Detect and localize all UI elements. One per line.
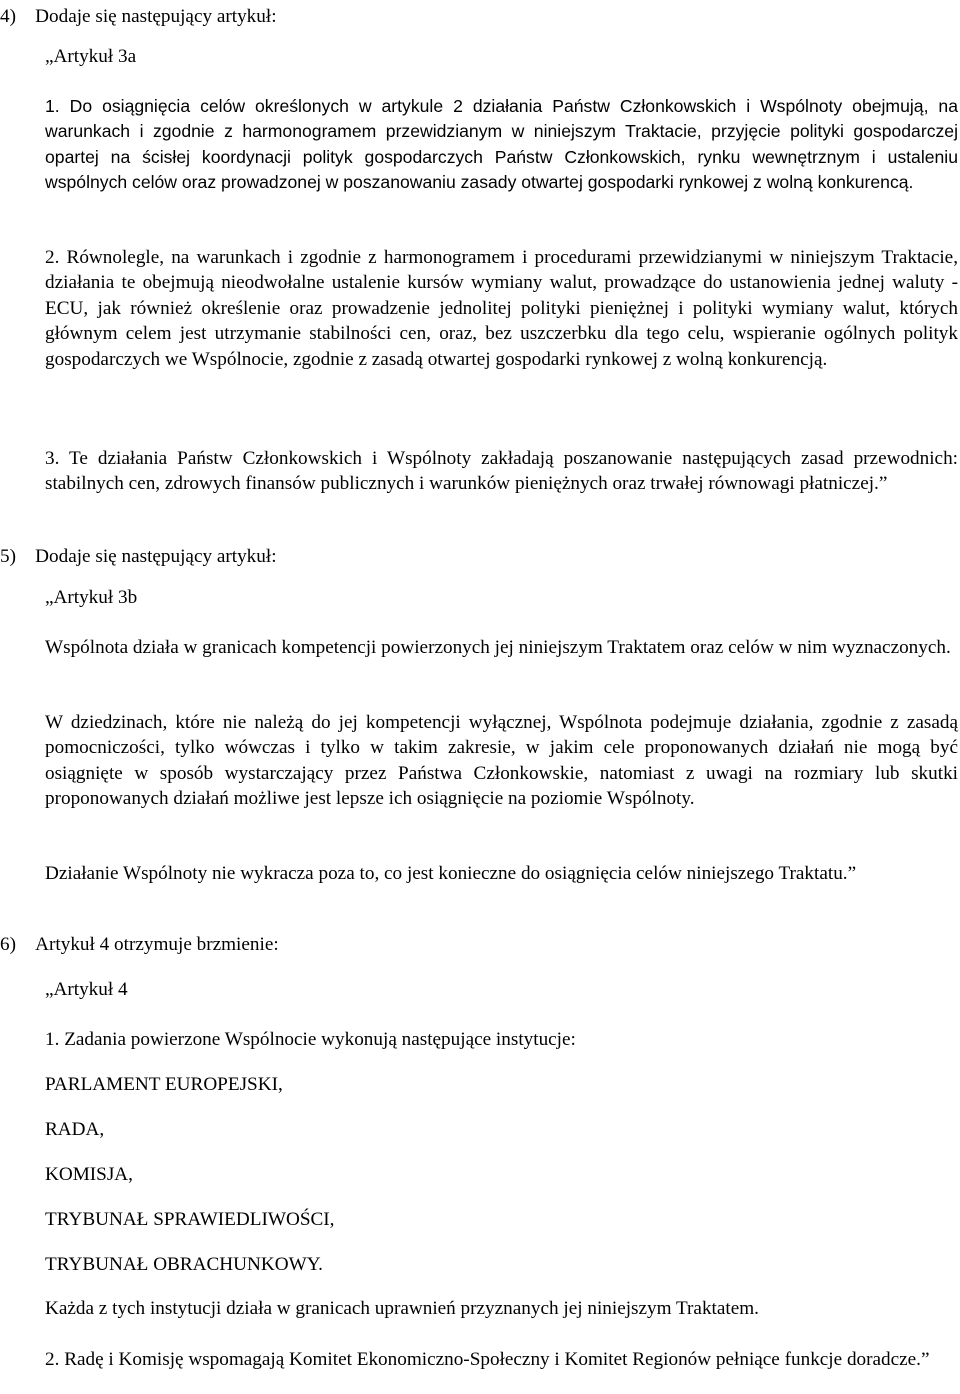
institution-parliament: PARLAMENT EUROPEJSKI, [45,1074,283,1095]
article-4-title: „Artykuł 4 [45,979,128,1000]
item-5-heading: 5) Dodaje się następujący artykuł: [0,546,277,567]
article-3b-paragraph-2: W dziedzinach, które nie należą do jej kompetencji wyłącznej, Wspólnota podejmuje działania, zgodnie z zasadą pomocniczości, tylko wówczas i tylko w takim zakresie, w jakim cele proponowanych działań nie mogą być osiągnięte w sposób wystarczający przez Państwa Członkowskie, natomiast z uwagi na rozmiary lub skutki proponowanych działań możliwe jest lepsze ich osiągnięcie na poziomie Wspólnoty. [45,712,958,810]
institution-court-of-justice: TRYBUNAŁ SPRAWIEDLIWOŚCI, [45,1209,335,1230]
institution-commission: KOMISJA, [45,1164,133,1185]
article-3a-paragraph-2: 2. Równolegle, na warunkach i zgodnie z harmonogramem i procedurami przewidzianymi w niniejszym Traktacie, działania te obejmują nieodwołalne ustalenie kursów wymiany walut, prowadzące do ustanowienia jednej waluty - ECU, jak również określenie oraz prowadzenie jednolitej polityki pieniężnej i polityki wymiany walut, których głównym celem jest utrzymanie stabilności cen, oraz, bez uszczerbku dla tego celu, wspieranie ogólnych polityk gospodarczych we Wspólnocie, zgodnie z zasadą otwartej gospodarki rynkowej z wolną konkurencją. [45,247,958,370]
article-3b-title: „Artykuł 3b [45,587,138,608]
article-3b-paragraph-1: Wspólnota działa w granicach kompetencji powierzonych jej niniejszym Traktatem oraz celów w nim wyznaczonych. [45,637,951,658]
article-3a-paragraph-3: 3. Te działania Państw Członkowskich i Wspólnoty zakładają poszanowanie następujących zasad przewodnich: stabilnych cen, zdrowych finansów publicznych i warunków pieniężnych oraz trwałej równowagi płatniczej.” [45,448,958,495]
article-3a-title: „Artykuł 3a [45,46,137,67]
institution-council: RADA, [45,1119,105,1140]
article-3a-paragraph-1: 1. Do osiągnięcia celów określonych w artykule 2 działania Państw Członkowskich i Wspólnoty obejmują, na warunkach i zgodnie z harmonogramem przewidzianym w niniejszym Traktacie, przyjęcie polityki gospodarczej opartej na ścisłej koordynacji polityk gospodarczych Państw Członkowskich, rynku wewnętrznym i ustaleniu wspólnych celów oraz prowadzonej w poszanowaniu zasady otwartej gospodarki rynkowej z wolną konkurencą. [45,96,958,193]
article-3b-paragraph-3: Działanie Wspólnoty nie wykracza poza to, co jest konieczne do osiągnięcia celów niniejszego Traktatu.” [45,863,857,884]
institution-court-of-auditors: TRYBUNAŁ OBRACHUNKOWY. [45,1254,323,1275]
article-4-paragraph-2: 2. Radę i Komisję wspomagają Komitet Ekonomiczno-Społeczny i Komitet Regionów pełniące funkcje doradcze.” [45,1349,930,1370]
item-6-heading: 6) Artykuł 4 otrzymuje brzmienie: [0,934,279,955]
item-4-heading: 4) Dodaje się następujący artykuł: [0,6,277,27]
article-4-paragraph-1-closing: Każda z tych instytucji działa w granicach uprawnień przyznanych jej niniejszym Traktatem. [45,1298,759,1319]
article-4-paragraph-1: 1. Zadania powierzone Wspólnocie wykonują następujące instytucje: [45,1029,576,1050]
